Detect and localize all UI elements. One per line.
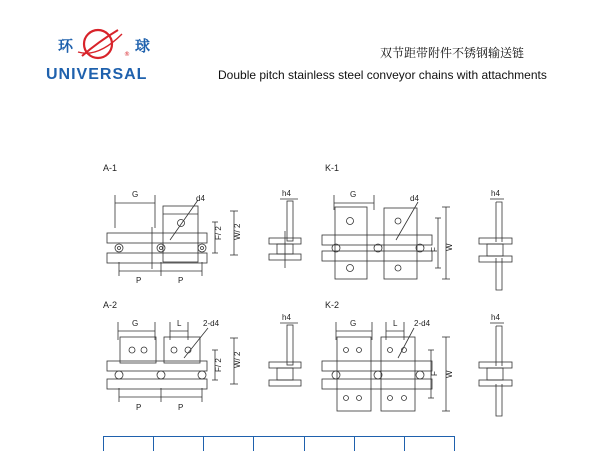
diagram-k2-label: K-2 (325, 300, 340, 310)
k1-h4-label: h4 (491, 189, 500, 198)
a1-g-label: G (132, 190, 139, 199)
a1-w2-label: W/ 2 (233, 223, 242, 240)
k2-f-label: F (430, 371, 439, 376)
k1-f-label: F (430, 247, 439, 252)
logo-en-text: UNIVERSAL (46, 66, 148, 83)
diagram-a2-label: A-2 (103, 300, 118, 310)
svg-text:®: ® (124, 51, 130, 58)
a2-h4-label: h4 (282, 313, 291, 322)
diagram-a1 (103, 163, 301, 285)
a1-p2-label: P (178, 276, 184, 285)
a1-h4-label: h4 (282, 189, 291, 198)
diagram-a1-label: A-1 (103, 163, 118, 173)
a2-l-label: L (177, 319, 182, 328)
a1-p1-label: P (136, 276, 142, 285)
logo-cn-left: 环 (58, 37, 74, 55)
diagram-k1-label: K-1 (325, 163, 340, 173)
logo-cn-right: 球 (135, 37, 151, 55)
k1-w-label: W (445, 243, 454, 251)
a2-p2-label: P (178, 403, 184, 412)
diagram-k2 (322, 300, 512, 416)
a2-d4-label: 2-d4 (203, 319, 220, 328)
title-en: Double pitch stainless steel conveyor chains with attachments (218, 68, 547, 82)
a1-f2-label: F/ 2 (214, 226, 223, 240)
a2-f2-label: F/ 2 (214, 358, 223, 372)
a2-g-label: G (132, 319, 139, 328)
a2-p1-label: P (136, 403, 142, 412)
k2-g-label: G (350, 319, 357, 328)
spec-table-top-edge (103, 436, 455, 451)
k2-d4-label: 2-d4 (414, 319, 431, 328)
k1-g-label: G (350, 190, 357, 199)
a2-w2-label: W/ 2 (233, 351, 242, 368)
a1-d4-label: d4 (196, 194, 205, 203)
diagram-a2 (103, 300, 301, 412)
k2-l-label: L (393, 319, 398, 328)
k2-h4-label: h4 (491, 313, 500, 322)
diagram-k1 (322, 163, 512, 290)
k2-w-label: W (445, 370, 454, 378)
k1-d4-label: d4 (410, 194, 419, 203)
title-cn: 双节距带附件不锈钢输送链 (380, 46, 525, 60)
